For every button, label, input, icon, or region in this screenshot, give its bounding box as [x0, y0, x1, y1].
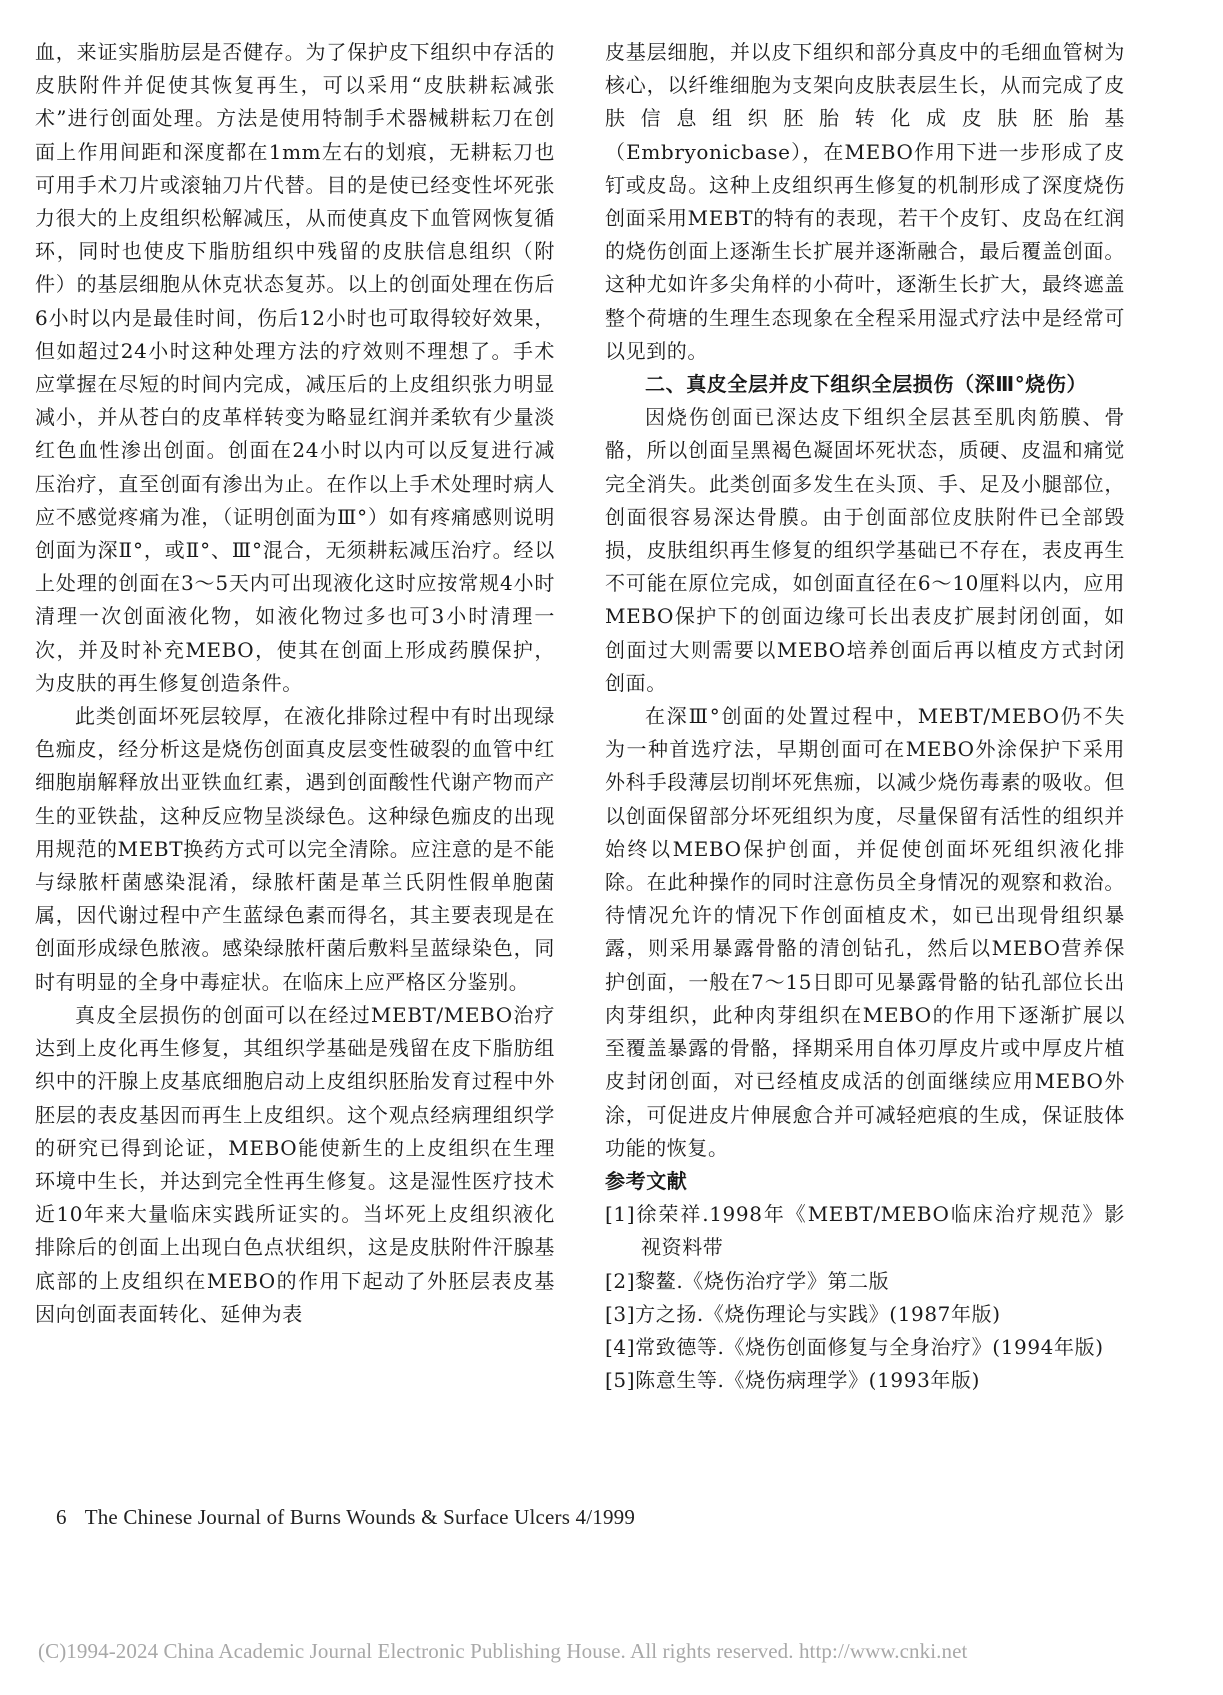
body-paragraph: 在深Ⅲ°创面的处置过程中，MEBT/MEBO仍不失为一种首选疗法，早期创面可在MEBO外涂保护下采用外科手段薄层切削坏死焦痂，以减少烧伤毒素的吸收。但以创面保留部分坏死组织为度，尽量保留有活性的组织并始终以MEBO保护创面，并促使创面坏死组织液化排除。在此种操作的同时注意伤员全身情况的观察和救治。待情况允许的情况下作创面植皮术，如已出现骨组织暴露，则采用暴露骨骼的清创钻孔，然后以MEBO营养保护创面，一般在7～15日即可见暴露骨骼的钻孔部位长出肉芽组织，此种肉芽组织在MEBO的作用下逐渐扩展以至覆盖暴露的骨骼，择期采用自体刃厚皮片或中厚皮片植皮封闭创面，对已经植皮成活的创面继续应用MEBO外涂，可促进皮片伸展愈合并可减轻疤痕的生成，保证肢体功能的恢复。 [605, 704, 1125, 1160]
journal-name: The Chinese Journal of Burns Wounds & Surface Ulcers 4/1999 [84, 1505, 636, 1529]
reference-item: [1]徐荣祥.1998年《MEBT/MEBO临床治疗规范》影视资料带 [605, 1202, 1125, 1260]
reference-item: [2]黎鳌.《烧伤治疗学》第二版 [605, 1268, 890, 1293]
reference-item: [4]常致德等.《烧伤创面修复与全身治疗》(1994年版) [605, 1334, 1104, 1359]
body-paragraph: 因烧伤创面已深达皮下组织全层甚至肌肉筋膜、骨骼，所以创面呈黑褐色凝固坏死状态，质硬、皮温和痛觉完全消失。此类创面多发生在头顶、手、足及小腿部位，创面很容易深达骨膜。由于创面部位皮肤附件已全部毁损，皮肤组织再生修复的组织学基础已不存在，表皮再生不可能在原位完成，如创面直径在6～10厘料以内，应用MEBO保护下的创面边缘可长出表皮扩展封闭创面，如创面过大则需要以MEBO培养创面后再以植皮方式封闭创面。 [605, 405, 1125, 695]
references-title: 参考文献 [605, 1168, 688, 1193]
section-heading: 二、真皮全层并皮下组织全层损伤（深Ⅲ°烧伤） [645, 372, 1088, 397]
body-paragraph: 真皮全层损伤的创面可以在经过MEBT/MEBO治疗达到上皮化再生修复，其组织学基础是残留在皮下脂肪组织中的汗腺上皮基底细胞启动上皮组织胚胎发育过程中外胚层的表皮基因而再生上皮组织。这个观点经病理组织学的研究已得到论证，MEBO能使新生的上皮组织在生理环境中生长，并达到完全性再生修复。这是湿性医疗技术近10年来大量临床实践所证实的。当坏死上皮组织液化排除后的创面上出现白色点状组织，这是皮肤附件汗腺基底部的上皮组织在MEBO的作用下起动了外胚层表皮基因向创面表面转化、延伸为表 [35, 1002, 555, 1326]
body-paragraph: 此类创面坏死层较厚，在液化排除过程中有时出现绿色痂皮，经分析这是烧伤创面真皮层变性破裂的血管中红细胞崩解释放出亚铁血红素，遇到创面酸性代谢产物而产生的亚铁盐，这种反应物呈淡绿色。这种绿色痂皮的出现用规范的MEBT换药方式可以完全清除。应注意的是不能与绿脓杆菌感染混淆，绿脓杆菌是革兰氏阴性假单胞菌属，因代谢过程中产生蓝绿色素而得名，其主要表现是在创面形成绿色脓液。感染绿脓杆菌后敷料呈蓝绿染色，同时有明显的全身中毒症状。在临床上应严格区分鉴别。 [35, 704, 555, 994]
copyright-notice: (C)1994-2024 China Academic Journal Electronic Publishing House. All rights reserved. http://www.cnki.net [38, 1639, 968, 1663]
reference-item: [5]陈意生等.《烧伤病理学》(1993年版) [605, 1368, 980, 1393]
reference-item: [3]方之扬.《烧伤理论与实践》(1987年版) [605, 1301, 1001, 1326]
page-number: 6 [56, 1505, 67, 1529]
body-paragraph: 皮基层细胞，并以皮下组织和部分真皮中的毛细血管树为核心，以纤维细胞为支架向皮肤表层生长，从而完成了皮肤信息组织胚胎转化成皮肤胚胎基（Embryonicbase），在MEBO作用下进一步形成了皮钉或皮岛。这种上皮组织再生修复的机制形成了深度烧伤创面采用MEBT的特有的表现，若干个皮钉、皮岛在红润的烧伤创面上逐渐生长扩展并逐渐融合，最后覆盖创面。这种尤如许多尖角样的小荷叶，逐渐生长扩大，最终遮盖整个荷塘的生理生态现象在全程采用湿式疗法中是经常可以见到的。 [605, 40, 1125, 363]
right-column [605, 36, 1125, 1397]
page-footer [56, 1505, 635, 1530]
body-paragraph: 血，来证实脂肪层是否健存。为了保护皮下组织中存活的皮肤附件并促使其恢复再生，可以采用“皮肤耕耘减张术”进行创面处理。方法是使用特制手术器械耕耘刀在创面上作用间距和深度都在1mm左右的划痕，无耕耘刀也可用手术刀片或滚轴刀片代替。目的是使已经变性坏死张力很大的上皮组织松解减压，从而使真皮下血管网恢复循环，同时也使皮下脂肪组织中残留的皮肤信息组织（附件）的基层细胞从休克状态复苏。以上的创面处理在伤后6小时以内是最佳时间，伤后12小时也可取得较好效果，但如超过24小时这种处理方法的疗效则不理想了。手术应掌握在尽短的时间内完成，减压后的上皮组织张力明显减小，并从苍白的皮革样转变为略显红润并柔软有少量淡红色血性渗出创面。创面在24小时以内可以反复进行减压治疗，直至创面有渗出为止。在作以上手术处理时病人应不感觉疼痛为准，（证明创面为Ⅲ°）如有疼痛感则说明创面为深Ⅱ°，或Ⅱ°、Ⅲ°混合，无须耕耘减压治疗。经以上处理的创面在3～5天内可出现液化这时应按常规4小时清理一次创面液化物，如液化物过多也可3小时清理一次，并及时补充MEBO，使其在创面上形成药膜保护，为皮肤的再生修复创造条件。 [35, 40, 555, 695]
left-column [35, 36, 555, 1331]
